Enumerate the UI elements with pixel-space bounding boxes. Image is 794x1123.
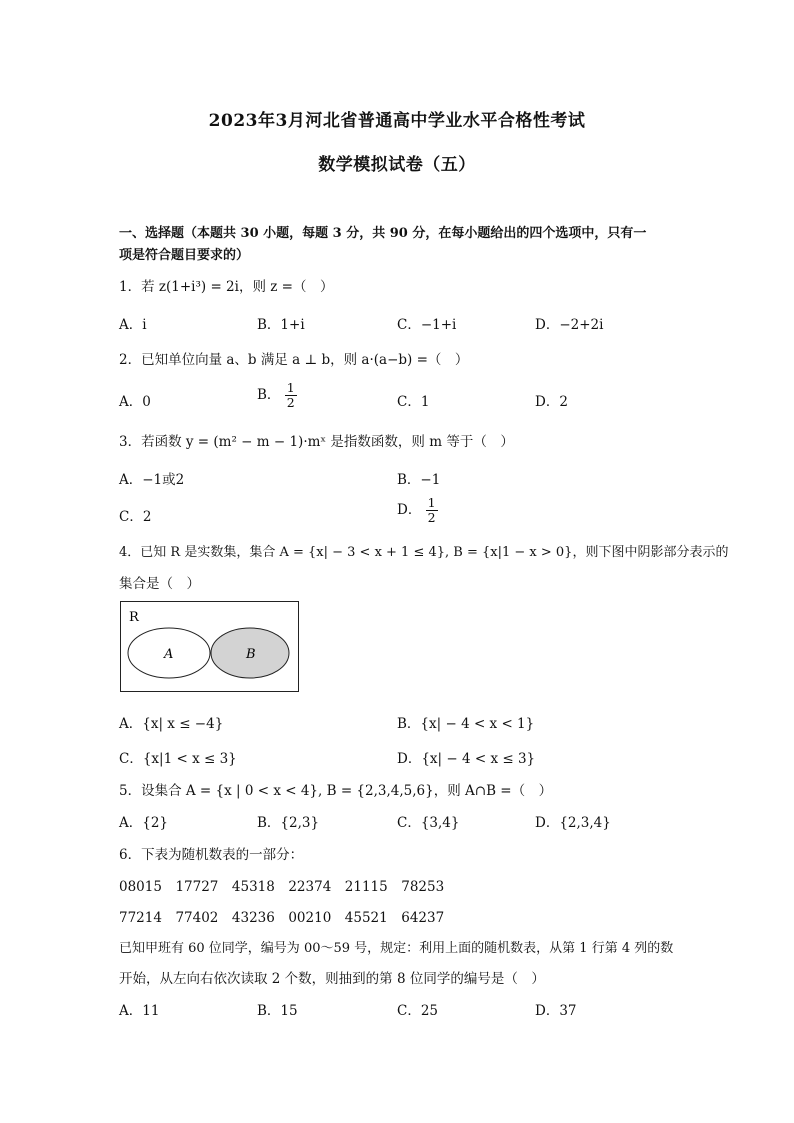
fraction-denominator: 2 (427, 510, 436, 525)
fraction-denominator: 2 (286, 395, 295, 410)
q2-option-b-fraction (285, 381, 297, 410)
q3-option-d-letter: D． (397, 502, 422, 518)
q5-option-c: C．{3,4} (397, 815, 460, 831)
q1-option-a: A．i (119, 317, 147, 333)
q3-option-c: C．2 (119, 509, 152, 525)
q2-option-c: C．1 (397, 394, 430, 410)
q5-stem: 5．设集合 A = {x | 0 < x < 4}, B = {2,3,4,5,6}，则 A∩B =（ ） (119, 783, 553, 799)
q6-option-b: B．15 (257, 1003, 298, 1019)
q2-option-a: A．0 (119, 394, 151, 410)
set-a-label: A (164, 647, 174, 662)
venn-diagram (120, 601, 300, 693)
q2-stem: 2．已知单位向量 a、b 满足 a ⊥ b，则 a·(a−b) =（ ） (119, 352, 469, 368)
q2-option-d: D．2 (535, 394, 568, 410)
q4-option-a: A．{x| x ≤ −4} (119, 716, 224, 732)
set-b-label: B (246, 647, 256, 662)
q4-stem-line1: 4．已知 R 是实数集，集合 A = {x| − 3 < x + 1 ≤ 4}, B = {x|1 − x > 0}，则下图中阴影部分表示的 (119, 545, 729, 560)
fraction-numerator: 1 (427, 495, 436, 510)
random-table-row-2: 77214 77402 43236 00210 45521 64237 (119, 910, 445, 926)
q5-option-a: A．{2} (119, 815, 169, 831)
q4-stem-line2: 集合是（ ） (119, 576, 200, 592)
q1-option-d: D．−2+2i (535, 317, 604, 333)
q1-option-c: C．−1+i (397, 317, 457, 333)
q3-option-b: B．−1 (397, 472, 441, 488)
universe-label: R (129, 610, 139, 625)
q3-option-a: A．−1或2 (119, 472, 185, 488)
q3-stem: 3．若函数 y = (m² − m − 1)·mˣ 是指数函数，则 m 等于（ ） (119, 434, 514, 450)
exam-title: 2023年3月河北省普通高中学业水平合格性考试 (208, 111, 586, 131)
q4-option-b: B．{x| − 4 < x < 1} (397, 716, 535, 732)
q6-option-c: C．25 (397, 1003, 439, 1019)
q5-option-d: D．{2,3,4} (535, 815, 611, 831)
q6-text-line1: 已知甲班有 60 位同学，编号为 00～59 号，规定：利用上面的随机数表，从第 1 行第 4 列的数 (119, 941, 674, 956)
q6-option-d: D．37 (535, 1003, 577, 1019)
q2-option-b (257, 381, 297, 410)
random-table-row-1: 08015 17727 45318 22374 21115 78253 (119, 879, 445, 895)
q2-option-b-letter: B． (257, 387, 281, 403)
fraction-numerator: 1 (286, 380, 295, 395)
q1-stem: 1．若 z(1+i³) = 2i，则 z =（ ） (119, 279, 334, 295)
q6-text-line2: 开始，从左向右依次读取 2 个数，则抽到的第 8 位同学的编号是（ ） (119, 971, 545, 987)
q4-option-c: C．{x|1 < x ≤ 3} (119, 751, 237, 767)
q5-option-b: B．{2,3} (257, 815, 320, 831)
q6-option-a: A．11 (119, 1003, 160, 1019)
exam-subtitle: 数学模拟试卷（五） (318, 155, 476, 175)
q1-option-b: B．1+i (257, 317, 305, 333)
section-heading-line1: 一、选择题（本题共 30 小题，每题 3 分，共 90 分，在每小题给出的四个选项中，只有一 (119, 226, 647, 241)
q3-option-d (397, 496, 438, 525)
q3-option-d-fraction (426, 496, 438, 525)
section-heading-line2: 项是符合题目要求的） (119, 248, 250, 263)
q6-stem: 6．下表为随机数表的一部分： (119, 847, 304, 863)
q4-option-d: D．{x| − 4 < x ≤ 3} (397, 751, 536, 767)
